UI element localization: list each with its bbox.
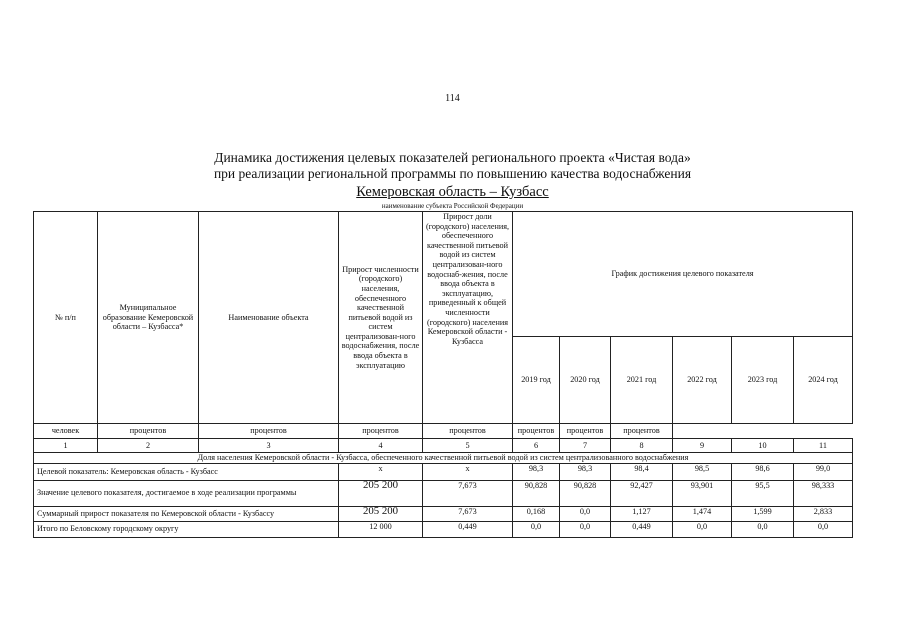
table-row bbox=[34, 480, 853, 506]
section-row bbox=[34, 453, 853, 464]
population-cell: x bbox=[339, 463, 423, 480]
header-schedule: График достижения целевого показателя bbox=[513, 212, 853, 337]
header-year: 2023 год bbox=[732, 337, 794, 424]
section-title: Доля населения Кемеровской области - Кузбасса, обеспеченного качественной питьевой водой из систем централизованного водоснабжения bbox=[34, 453, 853, 464]
year-value: 99,0 bbox=[794, 463, 853, 480]
year-value: 93,901 bbox=[673, 480, 732, 506]
column-number: 4 bbox=[339, 439, 423, 453]
column-number: 8 bbox=[611, 439, 673, 453]
population-cell: 12 000 bbox=[339, 521, 423, 537]
population-cell: 205 200 bbox=[339, 506, 423, 521]
column-number: 2 bbox=[98, 439, 199, 453]
column-number: 9 bbox=[673, 439, 732, 453]
unit-cell: процентов bbox=[513, 424, 560, 439]
row-label: Значение целевого показателя, достигаемое в ходе реализации программы bbox=[34, 480, 339, 506]
year-value: 0,0 bbox=[673, 521, 732, 537]
year-value: 1,127 bbox=[611, 506, 673, 521]
row-label: Целевой показатель: Кемеровская область - Кузбасс bbox=[34, 463, 339, 480]
year-value: 98,5 bbox=[673, 463, 732, 480]
share-cell: 0,449 bbox=[423, 521, 513, 537]
units-row bbox=[34, 424, 853, 439]
population-cell: 205 200 bbox=[339, 480, 423, 506]
header-row bbox=[34, 212, 853, 337]
table-row bbox=[34, 463, 853, 480]
year-value: 0,0 bbox=[794, 521, 853, 537]
column-numbers-row bbox=[34, 439, 853, 453]
year-value: 1,474 bbox=[673, 506, 732, 521]
page-number: 114 bbox=[445, 93, 460, 104]
unit-cell: человек bbox=[34, 424, 98, 439]
column-number: 10 bbox=[732, 439, 794, 453]
header-year: 2021 год bbox=[611, 337, 673, 424]
column-number: 5 bbox=[423, 439, 513, 453]
row-label: Суммарный прирост показателя по Кемеровской области - Кузбассу bbox=[34, 506, 339, 521]
table-row bbox=[34, 521, 853, 537]
column-number: 3 bbox=[199, 439, 339, 453]
year-value: 2,833 bbox=[794, 506, 853, 521]
subject-name: Кемеровская область – Кузбасс bbox=[356, 184, 549, 200]
year-value: 90,828 bbox=[560, 480, 611, 506]
title-line-2: при реализации региональной программы по повышению качества водоснабжения bbox=[213, 166, 692, 181]
year-value: 92,427 bbox=[611, 480, 673, 506]
year-value: 98,3 bbox=[513, 463, 560, 480]
year-value: 0,0 bbox=[732, 521, 794, 537]
column-number: 1 bbox=[34, 439, 98, 453]
table-row bbox=[34, 506, 853, 521]
unit-cell: процентов bbox=[423, 424, 513, 439]
header-municipality: Муниципальное образование Кемеровской области – Кузбасса* bbox=[98, 212, 199, 424]
indicators-table bbox=[33, 211, 853, 538]
year-value: 98,6 bbox=[732, 463, 794, 480]
share-cell: x bbox=[423, 463, 513, 480]
unit-cell: процентов bbox=[339, 424, 423, 439]
unit-cell: процентов bbox=[199, 424, 339, 439]
year-value: 90,828 bbox=[513, 480, 560, 506]
header-object-name: Наименование объекта bbox=[199, 212, 339, 424]
year-value: 0,0 bbox=[560, 521, 611, 537]
header-num: № п/п bbox=[34, 212, 98, 424]
row-label: Итого по Беловскому городскому округу bbox=[34, 521, 339, 537]
header-year: 2022 год bbox=[673, 337, 732, 424]
year-value: 98,333 bbox=[794, 480, 853, 506]
year-value: 98,3 bbox=[560, 463, 611, 480]
unit-cell: процентов bbox=[611, 424, 673, 439]
column-number: 11 bbox=[794, 439, 853, 453]
year-value: 95,5 bbox=[732, 480, 794, 506]
share-cell: 7,673 bbox=[423, 506, 513, 521]
column-number: 7 bbox=[560, 439, 611, 453]
header-share-growth: Прирост доли (городского) населения, обеспеченного качественной питьевой водой из систем централизован-ного водоснаб-жения, после ввода объекта в эксплуатацию, приведенный к общей численности (городского) населения Кемеровской области - Кузбасса bbox=[423, 212, 513, 424]
share-cell: 7,673 bbox=[423, 480, 513, 506]
document-title bbox=[0, 150, 905, 182]
header-year: 2024 год bbox=[794, 337, 853, 424]
title-line-1: Динамика достижения целевых показателей регионального проекта «Чистая вода» bbox=[214, 150, 691, 165]
header-year: 2019 год bbox=[513, 337, 560, 424]
year-value: 0,0 bbox=[560, 506, 611, 521]
unit-cell: процентов bbox=[98, 424, 199, 439]
year-value: 1,599 bbox=[732, 506, 794, 521]
header-population-growth: Прирост численности (городского) населения, обеспеченного качественной питьевой водой из систем централизован-ного водоснабжения, после ввода объекта в эксплуатацию bbox=[339, 212, 423, 424]
unit-cell: процентов bbox=[560, 424, 611, 439]
year-value: 0,449 bbox=[611, 521, 673, 537]
year-value: 98,4 bbox=[611, 463, 673, 480]
year-value: 0,0 bbox=[513, 521, 560, 537]
year-value: 0,168 bbox=[513, 506, 560, 521]
column-number: 6 bbox=[513, 439, 560, 453]
header-year: 2020 год bbox=[560, 337, 611, 424]
subject-caption: наименование субъекта Российской Федерации bbox=[381, 202, 524, 210]
